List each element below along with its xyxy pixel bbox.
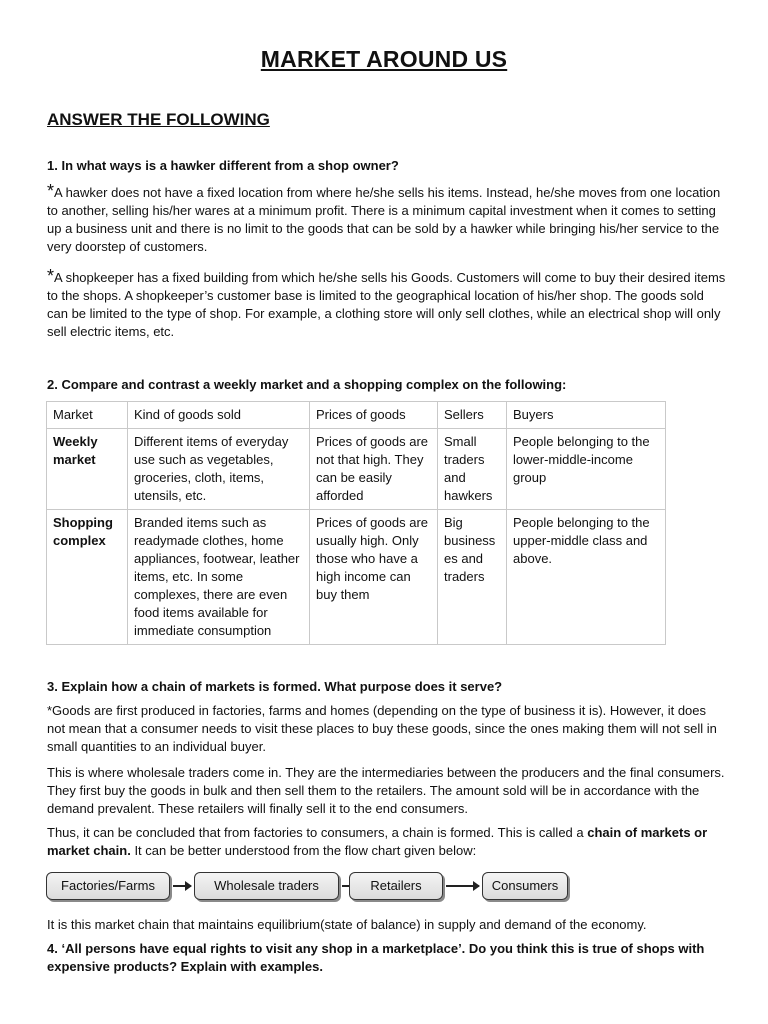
bullet-star: * [47, 181, 55, 201]
q3-paragraph-3 [47, 824, 727, 860]
flow-box-wholesale: Wholesale traders [194, 872, 339, 900]
table-row [47, 429, 666, 510]
table-cell-market: Shopping complex [47, 510, 128, 645]
question-2: 2. Compare and contrast a weekly market and a shopping complex on the following: [47, 377, 567, 392]
table-header-cell: Sellers [438, 402, 507, 429]
question-1: 1. In what ways is a hawker different from a shop owner? [47, 158, 399, 173]
table-cell-buyers: People belonging to the lower-middle-income group [507, 429, 666, 510]
table-cell-market: Weekly market [47, 429, 128, 510]
table-header-row [47, 402, 666, 429]
table-row [47, 510, 666, 645]
table-header-cell: Prices of goods [310, 402, 438, 429]
q1-answer-hawker [47, 181, 727, 256]
flow-arrow-icon [173, 885, 191, 887]
table-cell-goods: Different items of everyday use such as vegetables, groceries, cloth, items, utensils, etc. [128, 429, 310, 510]
table-header-cell: Buyers [507, 402, 666, 429]
q3-p3-start: Thus, it can be concluded that from factories to consumers, a chain is formed. This is called a [47, 825, 588, 840]
q1-answer-shopkeeper [47, 266, 727, 341]
market-chain-flowchart [46, 872, 576, 904]
flow-box-retailers: Retailers [349, 872, 443, 900]
bullet-star: * [47, 266, 55, 286]
table-cell-buyers: People belonging to the upper-middle class and above. [507, 510, 666, 645]
question-4: 4. ‘All persons have equal rights to visit any shop in a marketplace’. Do you think this is true of shops with expensive products? Explain with examples. [47, 941, 705, 974]
q3-paragraph-4: It is this market chain that maintains equilibrium(state of balance) in supply and demand of the economy. [47, 917, 647, 932]
table-cell-goods: Branded items such as readymade clothes, home appliances, footwear, leather items, etc. In some complexes, there are even food items available for immediate consumption [128, 510, 310, 645]
table-header-cell: Market [47, 402, 128, 429]
flow-box-factories: Factories/Farms [46, 872, 170, 900]
table-header-cell: Kind of goods sold [128, 402, 310, 429]
q1-answer-hawker-text: A hawker does not have a fixed location from where he/she sells his items. Instead, he/she moves from one location to another, selling his/her wares at a minimum profit. There is a minimum capital investment when it comes to setting up a business unit and there is no limit to the goods that can be sold by a hawker while bringing his/her service to the very doorstep of customers. [47, 185, 721, 254]
question-3: 3. Explain how a chain of markets is formed. What purpose does it serve? [47, 679, 503, 694]
q3-paragraph-2: This is where wholesale traders come in. They are the intermediaries between the producers and the final consumers. They first buy the goods in bulk and then sell them to the retailers. The amount sold will be in accordance with the demand prevalent. These retailers will finally sell it to the end consumers. [47, 765, 725, 816]
table-cell-prices: Prices of goods are not that high. They can be easily afforded [310, 429, 438, 510]
flow-box-consumers: Consumers [482, 872, 568, 900]
flow-arrow-icon [446, 885, 479, 887]
q1-answer-shopkeeper-text: A shopkeeper has a fixed building from which he/she sells his Goods. Customers will come to buy their desired items to the shops. A shopkeeper’s customer base is limited to the geographical location of his/her shop. The goods sold can be limited to the type of shop. For example, a clothing store will only sell clothes, while an electrical shop will only sell electric items, etc. [47, 270, 726, 339]
q3-p3-bold: chain of markets or market chain. [47, 825, 708, 858]
table-cell-prices: Prices of goods are usually high. Only those who have a high income can buy them [310, 510, 438, 645]
table-cell-sellers: Small traders and hawkers [438, 429, 507, 510]
table-cell-sellers: Big business es and traders [438, 510, 507, 645]
q3-p3-end: It can be better understood from the flow chart given below: [130, 843, 477, 858]
section-heading: ANSWER THE FOLLOWING [47, 110, 270, 129]
page-title: MARKET AROUND US [260, 46, 508, 72]
q3-paragraph-1: *Goods are first produced in factories, farms and homes (depending on the type of business it is). However, it does not mean that a consumer needs to visit these places to buy these goods, since the ones making them will not sell in small quantities to an individual buyer. [47, 703, 717, 754]
comparison-table [46, 401, 666, 645]
